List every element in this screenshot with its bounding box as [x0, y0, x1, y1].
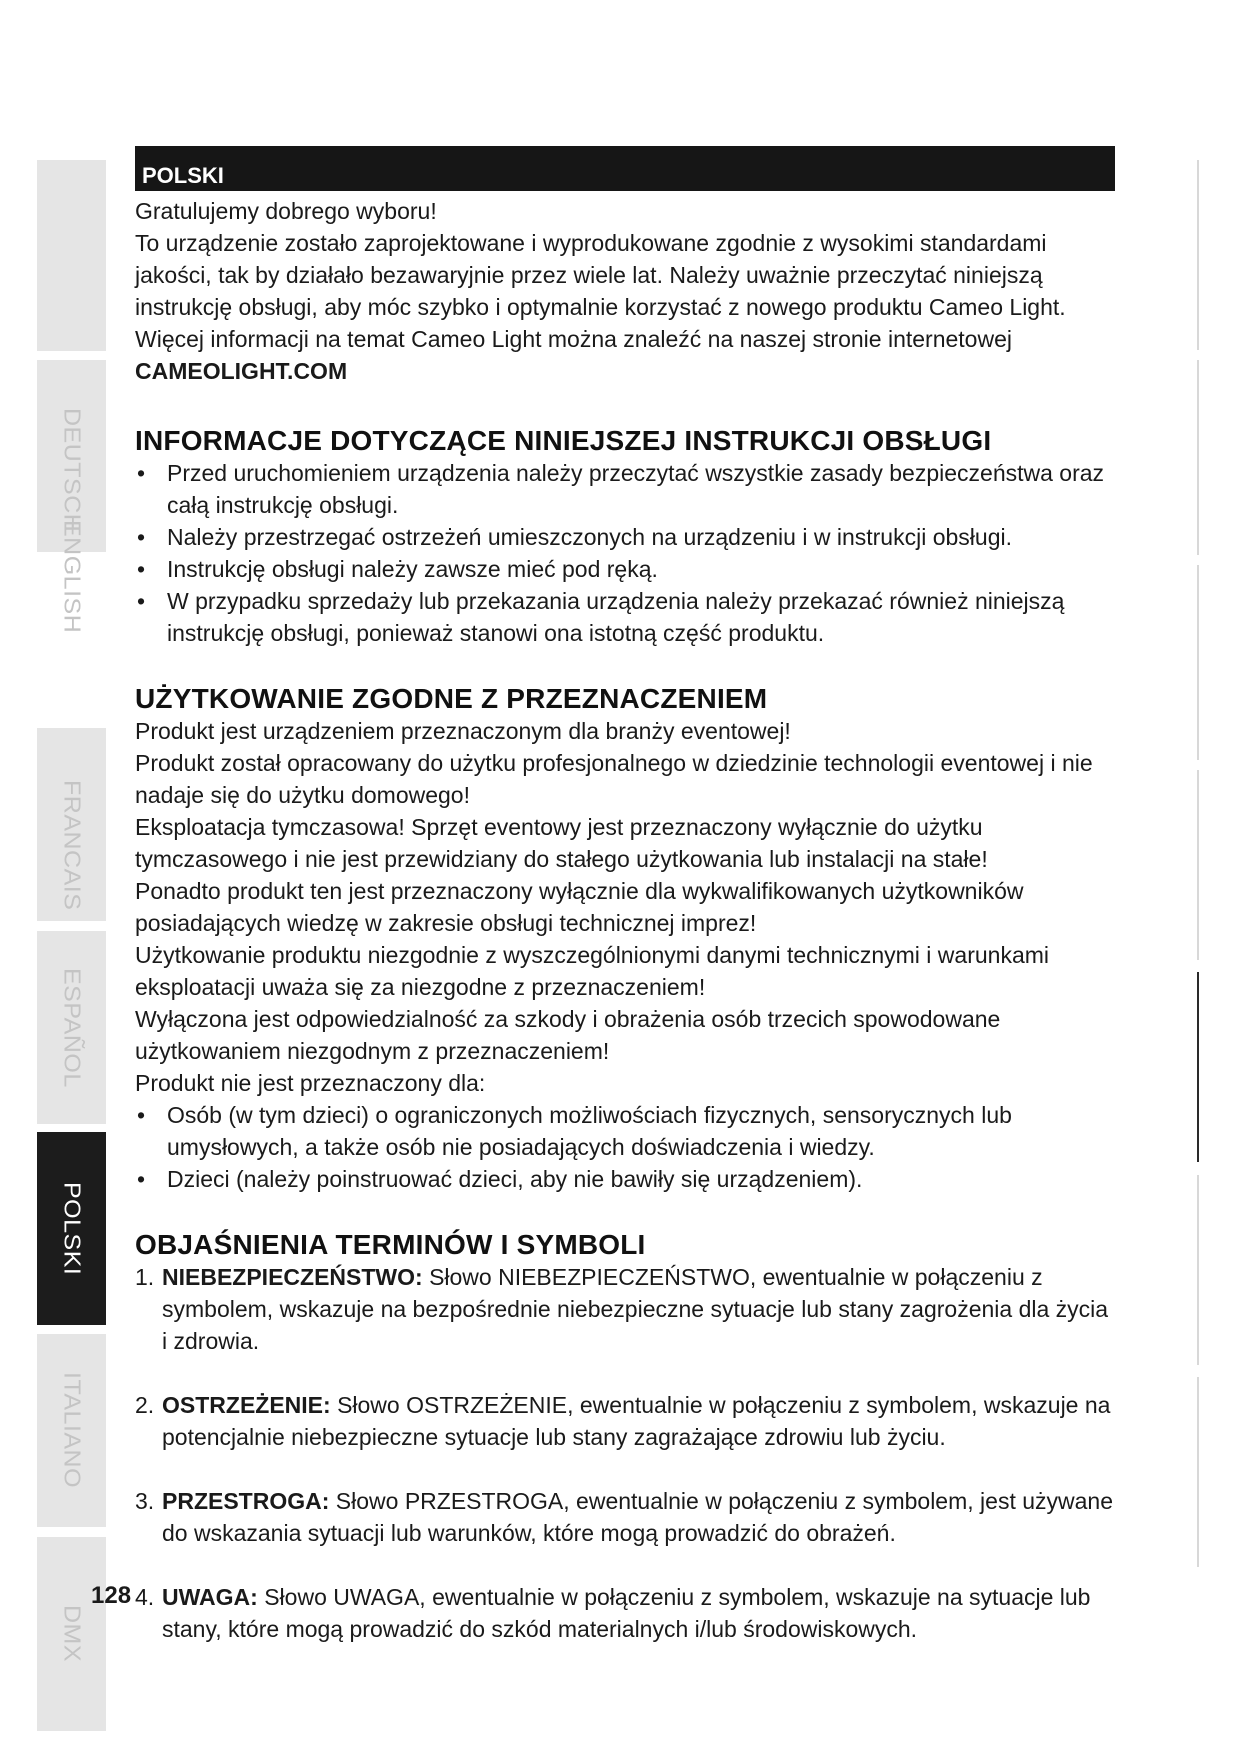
- term-item: [135, 1485, 1115, 1549]
- paragraph: Użytkowanie produktu niezgodnie z wyszczególnionymi danymi technicznymi i warunkami eksploatacji uważa się za niezgodne z przeznaczeniem!: [135, 942, 1050, 1000]
- terms-list: [135, 1261, 1115, 1645]
- paragraph: Wyłączona jest odpowiedzialność za szkody i obrażenia osób trzecich spowodowane użytkowaniem niezgodnym z przeznaczeniem!: [135, 1006, 1001, 1064]
- tab-english-label[interactable]: ENGLISH: [59, 520, 85, 634]
- intro-greeting: Gratulujemy dobrego wyboru!: [135, 198, 437, 224]
- term-text: Słowo NIEBEZPIECZEŃSTWO, ewentualnie w połączeniu z symbolem, wskazuje na bezpośrednie niebezpieczne sytuacje lub stany zagrożenia dla życia i zdrowia.: [162, 1264, 1109, 1354]
- edge-mark: [1197, 770, 1199, 960]
- list-item: • Należy przestrzegać ostrzeżeń umieszczonych na urządzeniu i w instrukcji obsługi.: [135, 521, 1115, 553]
- language-title: POLSKI: [142, 163, 224, 188]
- list-item: • Dzieci (należy poinstruować dzieci, aby nie bawiły się urządzeniem).: [135, 1163, 1115, 1195]
- section-title-terms-symbols: OBJAŚNIENIA TERMINÓW I SYMBOLI: [135, 1229, 646, 1260]
- term-item: [135, 1389, 1115, 1453]
- not-intended-list: [135, 1099, 1115, 1195]
- website-link[interactable]: CAMEOLIGHT.COM: [135, 358, 348, 384]
- list-item: • W przypadku sprzedaży lub przekazania urządzenia należy przekazać również niniejszą instrukcję obsługi, ponieważ stanowi ona istotną część produktu.: [135, 585, 1115, 649]
- item-number: 2.: [135, 1392, 155, 1418]
- paragraph: Produkt nie jest przeznaczony dla:: [135, 1070, 486, 1096]
- tab-francais[interactable]: FRANCAIS: [37, 728, 106, 921]
- paragraph: Ponadto produkt ten jest przeznaczony wyłącznie dla wykwalifikowanych użytkowników posiadających wiedzę w zakresie obsługi technicznej imprez!: [135, 878, 1024, 936]
- edge-mark-active: [1197, 972, 1199, 1162]
- section-title-manual-info: INFORMACJE DOTYCZĄCE NINIEJSZEJ INSTRUKCJI OBSŁUGI: [135, 425, 992, 456]
- tab-deutsch[interactable]: DEUTSCH: [37, 360, 106, 552]
- page-content: [135, 146, 1115, 1645]
- list-item: • Instrukcję obsługi należy zawsze mieć pod ręką.: [135, 553, 1115, 585]
- tab-italiano[interactable]: ITALIANO: [37, 1334, 106, 1527]
- list-item: • Przed uruchomieniem urządzenia należy przeczytać wszystkie zasady bezpieczeństwa oraz całą instrukcję obsługi.: [135, 457, 1115, 521]
- tab-polski[interactable]: POLSKI: [37, 1132, 106, 1325]
- edge-mark: [1197, 160, 1199, 350]
- edge-mark: [1197, 1175, 1199, 1365]
- tab-dmx[interactable]: DMX: [37, 1537, 106, 1731]
- term-label: PRZESTROGA:: [162, 1488, 330, 1514]
- tab-blank: [37, 160, 106, 351]
- list-item: • Osób (w tym dzieci) o ograniczonych możliwościach fizycznych, sensorycznych lub umysłowych, a także osób nie posiadających doświadczenia i wiedzy.: [135, 1099, 1115, 1163]
- item-number: 4.: [135, 1584, 155, 1610]
- paragraph: Produkt jest urządzeniem przeznaczonym dla branży eventowej!: [135, 718, 791, 744]
- term-label: NIEBEZPIECZEŃSTWO:: [162, 1264, 423, 1290]
- term-text: Słowo UWAGA, ewentualnie w połączeniu z symbolem, wskazuje na sytuacje lub stany, które mogą prowadzić do szkód materialnych i/lub środowiskowych.: [162, 1584, 1091, 1642]
- manual-info-list: [135, 457, 1115, 649]
- term-item: [135, 1581, 1115, 1645]
- tab-espanol[interactable]: ESPAÑOL: [37, 931, 106, 1124]
- term-text: Słowo OSTRZEŻENIE, ewentualnie w połączeniu z symbolem, wskazuje na potencjalnie niebezpieczne sytuacje lub stany zagrażające zdrowiu lub życiu.: [162, 1392, 1111, 1450]
- item-number: 3.: [135, 1488, 155, 1514]
- paragraph: Produkt został opracowany do użytku profesjonalnego w dziedzinie technologii eventowej i nie nadaje się do użytku domowego!: [135, 750, 1093, 808]
- term-item: [135, 1261, 1115, 1357]
- item-number: 1.: [135, 1264, 155, 1290]
- intro-paragraph: [135, 227, 1115, 387]
- edge-mark: [1197, 360, 1199, 555]
- paragraph: Eksploatacja tymczasowa! Sprzęt eventowy jest przeznaczony wyłącznie do użytku tymczasowego i nie jest przewidziany do stałego użytkowania lub instalacji na stałe!: [135, 814, 988, 872]
- intro-text: To urządzenie zostało zaprojektowane i wyprodukowane zgodnie z wysokimi standardami jakości, tak by działało bezawaryjnie przez wiele lat. Należy uważnie przeczytać niniejszą instrukcję obsługi, aby móc szybko i optymalnie korzystać z nowego produktu Cameo Light. Więcej informacji na temat Cameo Light można znaleźć na naszej stronie internetowej: [135, 230, 1066, 352]
- page-number: 128: [91, 1582, 132, 1609]
- section-title-intended-use: UŻYTKOWANIE ZGODNE Z PRZEZNACZENIEM: [135, 683, 768, 714]
- term-label: OSTRZEŻENIE:: [162, 1392, 331, 1418]
- edge-mark: [1197, 1377, 1199, 1567]
- language-header: [135, 146, 1115, 191]
- term-label: UWAGA:: [162, 1584, 258, 1610]
- edge-mark: [1197, 565, 1199, 760]
- term-text: Słowo PRZESTROGA, ewentualnie w połączeniu z symbolem, jest używane do wskazania sytuacji lub warunków, które mogą prowadzić do obrażeń.: [162, 1488, 1113, 1546]
